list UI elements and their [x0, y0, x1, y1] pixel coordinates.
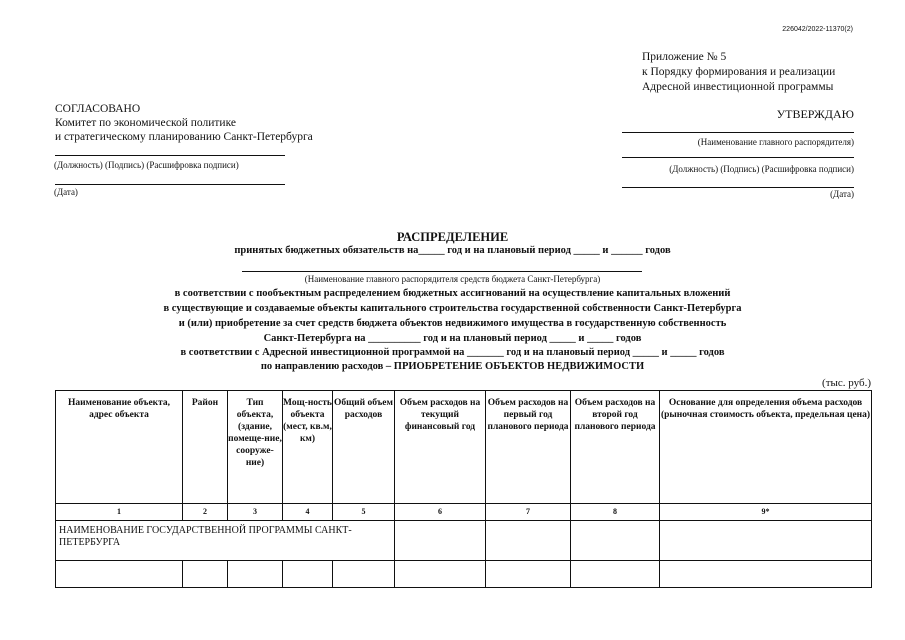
col-number: 9*	[660, 504, 872, 521]
header-object-name: Наименование объекта, адрес объекта	[56, 391, 183, 504]
col-number: 2	[183, 504, 228, 521]
col-number: 7	[486, 504, 571, 521]
header-first-plan-year: Объем расходов на первый год планового периода	[486, 391, 571, 504]
appendix-line-3: Адресной инвестиционной программы	[642, 81, 834, 93]
col-number: 3	[228, 504, 283, 521]
table-cell	[660, 561, 872, 588]
table-cell	[333, 561, 395, 588]
table-cell	[486, 561, 571, 588]
approve-org-caption: (Наименование главного распорядителя)	[697, 137, 854, 147]
col-number: 5	[333, 504, 395, 521]
header-basis: Основание для определения объема расходов (рыночная стоимость объекта, предельная цена)	[660, 391, 872, 504]
title-org-line	[242, 271, 642, 272]
approve-sign-caption: (Должность) (Подпись) (Расшифровка подписи)	[669, 164, 854, 174]
units-label: (тыс. руб.)	[822, 377, 871, 389]
title-line-6: и (или) приобретение за счет средств бюджета объектов недвижимого имущества в государственную собственность	[178, 318, 727, 329]
header-capacity: Мощ-ность объекта (мест, кв.м, км)	[283, 391, 333, 504]
table-cell	[571, 521, 660, 561]
agreed-sign-caption: (Должность) (Подпись) (Расшифровка подписи)	[54, 160, 239, 170]
header-district: Район	[183, 391, 228, 504]
title-line-4: в соответствии с пообъектным распределением бюджетных ассигнований на осуществление капитальных вложений	[174, 288, 731, 299]
table-row	[56, 561, 872, 588]
agreed-sign-line	[55, 155, 285, 156]
distribution-table	[55, 390, 872, 588]
document-title: РАСПРЕДЕЛЕНИЕ	[396, 230, 509, 244]
col-number: 1	[56, 504, 183, 521]
col-number: 4	[283, 504, 333, 521]
table-cell	[283, 561, 333, 588]
table-program-row	[56, 521, 872, 561]
document-number: 226042/2022-11370(2)	[782, 26, 853, 33]
table-cell	[183, 561, 228, 588]
table-cell	[395, 561, 486, 588]
approve-org-line	[622, 132, 854, 133]
agreed-date-caption: (Дата)	[54, 187, 78, 197]
appendix-line-2: к Порядку формирования и реализации	[642, 66, 836, 78]
table-cell	[395, 521, 486, 561]
header-object-type: Тип объекта, (здание, помеще-ние, сооруже-ние)	[228, 391, 283, 504]
program-name-cell: НАИМЕНОВАНИЕ ГОСУДАРСТВЕННОЙ ПРОГРАММЫ САНКТ-ПЕТЕРБУРГА	[56, 521, 395, 561]
approve-heading: УТВЕРЖДАЮ	[776, 107, 854, 121]
agreed-line-1: Комитет по экономической политике	[55, 117, 236, 129]
header-total-expenses: Общий объем расходов	[333, 391, 395, 504]
title-line-9: по направлению расходов – ПРИОБРЕТЕНИЕ ОБЪЕКТОВ НЕДВИЖИМОСТИ	[260, 361, 645, 372]
title-line-2: принятых бюджетных обязательств на_____ год и на плановый период _____ и ______ годов	[234, 245, 671, 256]
table-cell	[56, 561, 183, 588]
col-number: 6	[395, 504, 486, 521]
table-cell	[571, 561, 660, 588]
title-org-caption: (Наименование главного распорядителя средств бюджета Санкт-Петербурга)	[304, 274, 601, 284]
title-line-5: в существующие и создаваемые объекты капитального строительства государственной собственности Санкт-Петербурга	[163, 303, 742, 314]
header-second-plan-year: Объем расходов на второй год планового периода	[571, 391, 660, 504]
table-cell	[486, 521, 571, 561]
approve-date-line	[622, 187, 854, 188]
title-line-7: Санкт-Петербурга на __________ год и на плановый период _____ и _____ годов	[263, 333, 642, 344]
agreed-date-line	[55, 184, 285, 185]
title-line-8: в соответствии с Адресной инвестиционной программой на _______ год и на плановый период _____ и _____ годов	[180, 347, 725, 358]
approve-date-caption: (Дата)	[830, 189, 854, 199]
agreed-block	[55, 102, 313, 144]
table-cell	[660, 521, 872, 561]
appendix-line-1: Приложение № 5	[642, 51, 727, 63]
agreed-heading: СОГЛАСОВАНО	[55, 103, 141, 115]
approve-sign-line	[622, 157, 854, 158]
header-current-year: Объем расходов на текущий финансовый год	[395, 391, 486, 504]
table-cell	[228, 561, 283, 588]
table-header-row	[56, 391, 872, 504]
agreed-line-2: и стратегическому планированию Санкт-Петербурга	[55, 131, 313, 143]
appendix-block	[642, 50, 835, 95]
table-number-row	[56, 504, 872, 521]
col-number: 8	[571, 504, 660, 521]
